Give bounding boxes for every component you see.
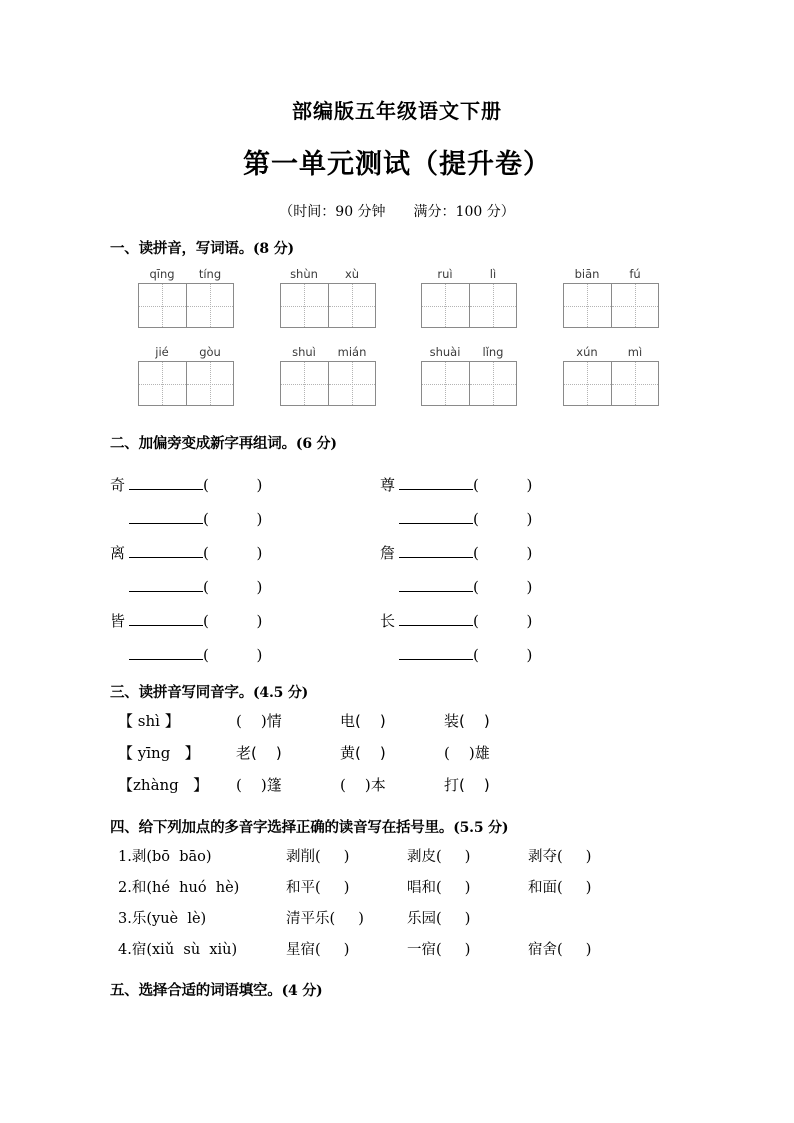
polyphone-row [118,876,794,907]
tianzige-cell[interactable] [422,284,469,327]
radical-base-char: 尊 [380,475,396,494]
tianzige-box[interactable] [138,361,234,406]
section-1-label: 一、读拼音，写词语。 [110,241,253,257]
tianzige-cell[interactable] [611,284,659,327]
polyphone-item[interactable]: 宿舍( ) [528,942,592,958]
homophone-blank[interactable]: 黄( ) [340,744,386,762]
answer-parentheses[interactable]: ( ) [473,475,533,494]
homophone-item[interactable] [236,774,340,795]
pinyin-label [421,344,517,361]
radical-row [110,535,794,569]
tianzige-cell[interactable] [186,284,234,327]
polyphone-item[interactable]: 剥皮( ) [407,849,471,865]
radical-item [380,645,650,664]
section-1-points: (8 分) [253,241,294,257]
answer-blank-line[interactable] [399,645,473,660]
homophone-blank[interactable]: ( ) [340,776,371,794]
pinyin-label [280,344,376,361]
pinyin-label [138,344,234,361]
radical-item [110,509,380,528]
tianzige-group [138,266,234,328]
tianzige-cell[interactable] [422,362,469,405]
pinyin-syllable: gòu [199,345,221,359]
radical-base-char: 离 [110,543,126,562]
homophone-pinyin-key: 【 shì 】 [118,712,180,730]
page-title: 部编版五年级语文下册 [292,99,502,123]
answer-parentheses[interactable]: ( ) [203,543,263,562]
tianzige-box[interactable] [563,361,659,406]
section-heading-3 [0,681,794,702]
exam-meta: （时间：90 分钟 满分：100 分） [279,204,515,220]
answer-parentheses[interactable]: ( ) [473,543,533,562]
pinyin-syllable: shuì [292,345,316,359]
homophone-blank[interactable]: 老( ) [236,744,282,762]
pinyin-syllable: lì [489,267,497,281]
radical-item [380,509,650,528]
homophone-item[interactable] [444,774,548,795]
section-heading-1 [0,237,794,258]
homophone-blank[interactable]: ( ) [236,712,267,730]
section-2-label: 二、加偏旁变成新字再组词。 [110,436,296,452]
polyphone-options: (yuè lè) [146,911,207,927]
radical-item [380,474,650,495]
tianzige-cell[interactable] [139,362,186,405]
polyphone-item[interactable]: 和面( ) [528,880,592,896]
homophone-char: 情 [266,712,282,730]
tianzige-box[interactable] [280,361,376,406]
tianzige-group [421,266,517,328]
polyphone-item[interactable]: 星宿( ) [286,942,350,958]
radical-row [110,603,794,637]
pinyin-syllable: mián [337,345,367,359]
homophone-item[interactable] [340,710,444,731]
pinyin-syllable: xún [576,345,598,359]
homophone-item[interactable] [340,774,444,795]
pinyin-grid-row-2 [0,344,794,422]
radical-row [110,467,794,501]
tianzige-cell[interactable] [611,362,659,405]
radical-item [110,542,380,563]
answer-blank-line[interactable] [129,475,203,490]
polyphone-item[interactable]: 剥削( ) [286,849,350,865]
tianzige-box[interactable] [280,283,376,328]
tianzige-cell[interactable] [281,362,328,405]
homophone-char: 雄 [474,744,490,762]
tianzige-group [280,266,376,328]
radical-base-char: 詹 [380,543,396,562]
answer-parentheses[interactable]: ( ) [473,509,533,528]
polyphone-number: 4. [118,942,132,958]
homophone-blank[interactable]: 打( ) [444,776,490,794]
section-3-points: (4.5 分) [253,685,309,701]
radical-item [110,577,380,596]
tianzige-cell[interactable] [328,362,376,405]
radical-item [110,610,380,631]
polyphone-number: 3. [118,911,132,927]
answer-parentheses[interactable]: ( ) [203,645,263,664]
tianzige-cell[interactable] [469,362,517,405]
tianzige-box[interactable] [138,283,234,328]
tianzige-group [280,344,376,406]
answer-parentheses[interactable]: ( ) [473,645,533,664]
radical-item [380,542,650,563]
answer-blank-line[interactable] [129,509,203,524]
answer-parentheses[interactable]: ( ) [203,611,263,630]
answer-blank-line[interactable] [399,543,473,558]
answer-parentheses[interactable]: ( ) [203,475,263,494]
pinyin-syllable: shùn [290,267,318,281]
section-heading-4 [0,816,794,837]
polyphone-item[interactable]: 清平乐( ) [286,911,364,927]
pinyin-syllable: xù [344,267,360,281]
page-subtitle: 第一单元测试（提升卷） [243,149,551,180]
polyphone-char: 乐 [131,911,147,927]
pinyin-syllable: fú [629,267,641,281]
homophone-item[interactable] [444,710,548,731]
polyphone-options: (xiǔ sù xiù) [146,942,238,958]
polyphone-row [118,907,794,938]
answer-blank-line[interactable] [399,611,473,626]
polyphone-row [118,938,794,969]
tianzige-cell[interactable] [328,284,376,327]
homophone-exercise-block [0,710,794,806]
pinyin-label [563,266,659,283]
tianzige-group [421,344,517,406]
polyphone-item[interactable]: 一宿( ) [407,942,471,958]
polyphone-head [118,876,286,897]
polyphone-item[interactable]: 唱和( ) [407,880,471,896]
section-3-label: 三、读拼音写同音字。 [110,685,253,701]
polyphone-exercise-block [0,845,794,969]
answer-blank-line[interactable] [129,577,203,592]
pinyin-syllable: ruì [437,267,453,281]
homophone-blank[interactable]: 电( ) [340,712,386,730]
radical-row [110,637,794,671]
answer-parentheses[interactable]: ( ) [473,611,533,630]
answer-parentheses[interactable]: ( ) [203,577,263,596]
pinyin-syllable: biān [574,267,600,281]
polyphone-head [118,907,286,928]
pinyin-syllable: mì [627,345,643,359]
section-5-points: (4 分) [281,983,323,999]
radical-base-char: 奇 [110,475,126,494]
homophone-pinyin-key: 【zhàng 】 [118,776,209,794]
polyphone-options: (hé huó hè) [146,880,240,896]
tianzige-box[interactable] [421,361,517,406]
radical-item [380,577,650,596]
pinyin-label [563,344,659,361]
radical-item [110,645,380,664]
radical-item [110,474,380,495]
pinyin-label [280,266,376,283]
radical-row [110,501,794,535]
polyphone-row [118,845,794,876]
tianzige-cell[interactable] [469,284,517,327]
polyphone-number: 2. [118,880,132,896]
homophone-item[interactable] [236,742,340,763]
polyphone-head [118,845,286,866]
homophone-row [118,710,794,742]
section-4-label: 四、给下列加点的多音字选择正确的读音写在括号里。 [110,820,454,836]
homophone-blank[interactable]: ( ) [444,744,475,762]
pinyin-syllable: tíng [198,267,222,281]
polyphone-options: (bō bāo) [146,849,212,865]
tianzige-cell[interactable] [564,284,611,327]
polyphone-number: 1. [118,849,132,865]
radical-item [380,610,650,631]
pinyin-grid-row-1 [0,266,794,344]
pinyin-label [138,266,234,283]
radical-base-char: 长 [380,611,396,630]
homophone-item[interactable] [236,710,340,731]
tianzige-group [138,344,234,406]
homophone-pinyin-key: 【 yīng 】 [118,744,200,762]
homophone-item[interactable] [444,742,548,763]
homophone-item[interactable] [340,742,444,763]
homophone-blank[interactable]: ( ) [236,776,267,794]
answer-blank-line[interactable] [399,475,473,490]
answer-blank-line[interactable] [399,577,473,592]
tianzige-cell[interactable] [564,362,611,405]
homophone-row [118,774,794,806]
polyphone-char: 和 [131,880,147,896]
polyphone-head [118,938,286,959]
radical-row [110,569,794,603]
tianzige-box[interactable] [421,283,517,328]
section-5-label: 五、选择合适的词语填空。 [110,983,282,999]
pinyin-syllable: shuài [429,345,461,359]
pinyin-syllable: qīng [149,267,175,281]
polyphone-item[interactable]: 和平( ) [286,880,350,896]
tianzige-cell[interactable] [186,362,234,405]
answer-parentheses[interactable]: ( ) [203,509,263,528]
section-heading-5 [0,979,794,1000]
section-2-points: (6 分) [295,436,337,452]
answer-blank-line[interactable] [129,611,203,626]
homophone-row [118,742,794,774]
tianzige-cell[interactable] [139,284,186,327]
answer-blank-line[interactable] [129,645,203,660]
tianzige-group [563,266,659,328]
tianzige-cell[interactable] [281,284,328,327]
section-4-points: (5.5 分) [453,820,509,836]
tianzige-box[interactable] [563,283,659,328]
homophone-char: 篷 [266,776,282,794]
polyphone-char: 剥 [131,849,147,865]
homophone-char: 本 [370,776,386,794]
polyphone-item[interactable]: 乐园( ) [407,911,471,927]
section-heading-2 [0,432,794,453]
polyphone-item[interactable]: 剥夺( ) [528,849,592,865]
tianzige-group [563,344,659,406]
answer-blank-line[interactable] [399,509,473,524]
pinyin-syllable: jié [155,345,169,359]
homophone-blank[interactable]: 装( ) [444,712,490,730]
polyphone-char: 宿 [131,942,147,958]
answer-blank-line[interactable] [129,543,203,558]
radical-exercise-block [0,467,794,671]
radical-base-char: 皆 [110,611,126,630]
pinyin-syllable: lǐng [482,345,504,359]
answer-parentheses[interactable]: ( ) [473,577,533,596]
pinyin-label [421,266,517,283]
